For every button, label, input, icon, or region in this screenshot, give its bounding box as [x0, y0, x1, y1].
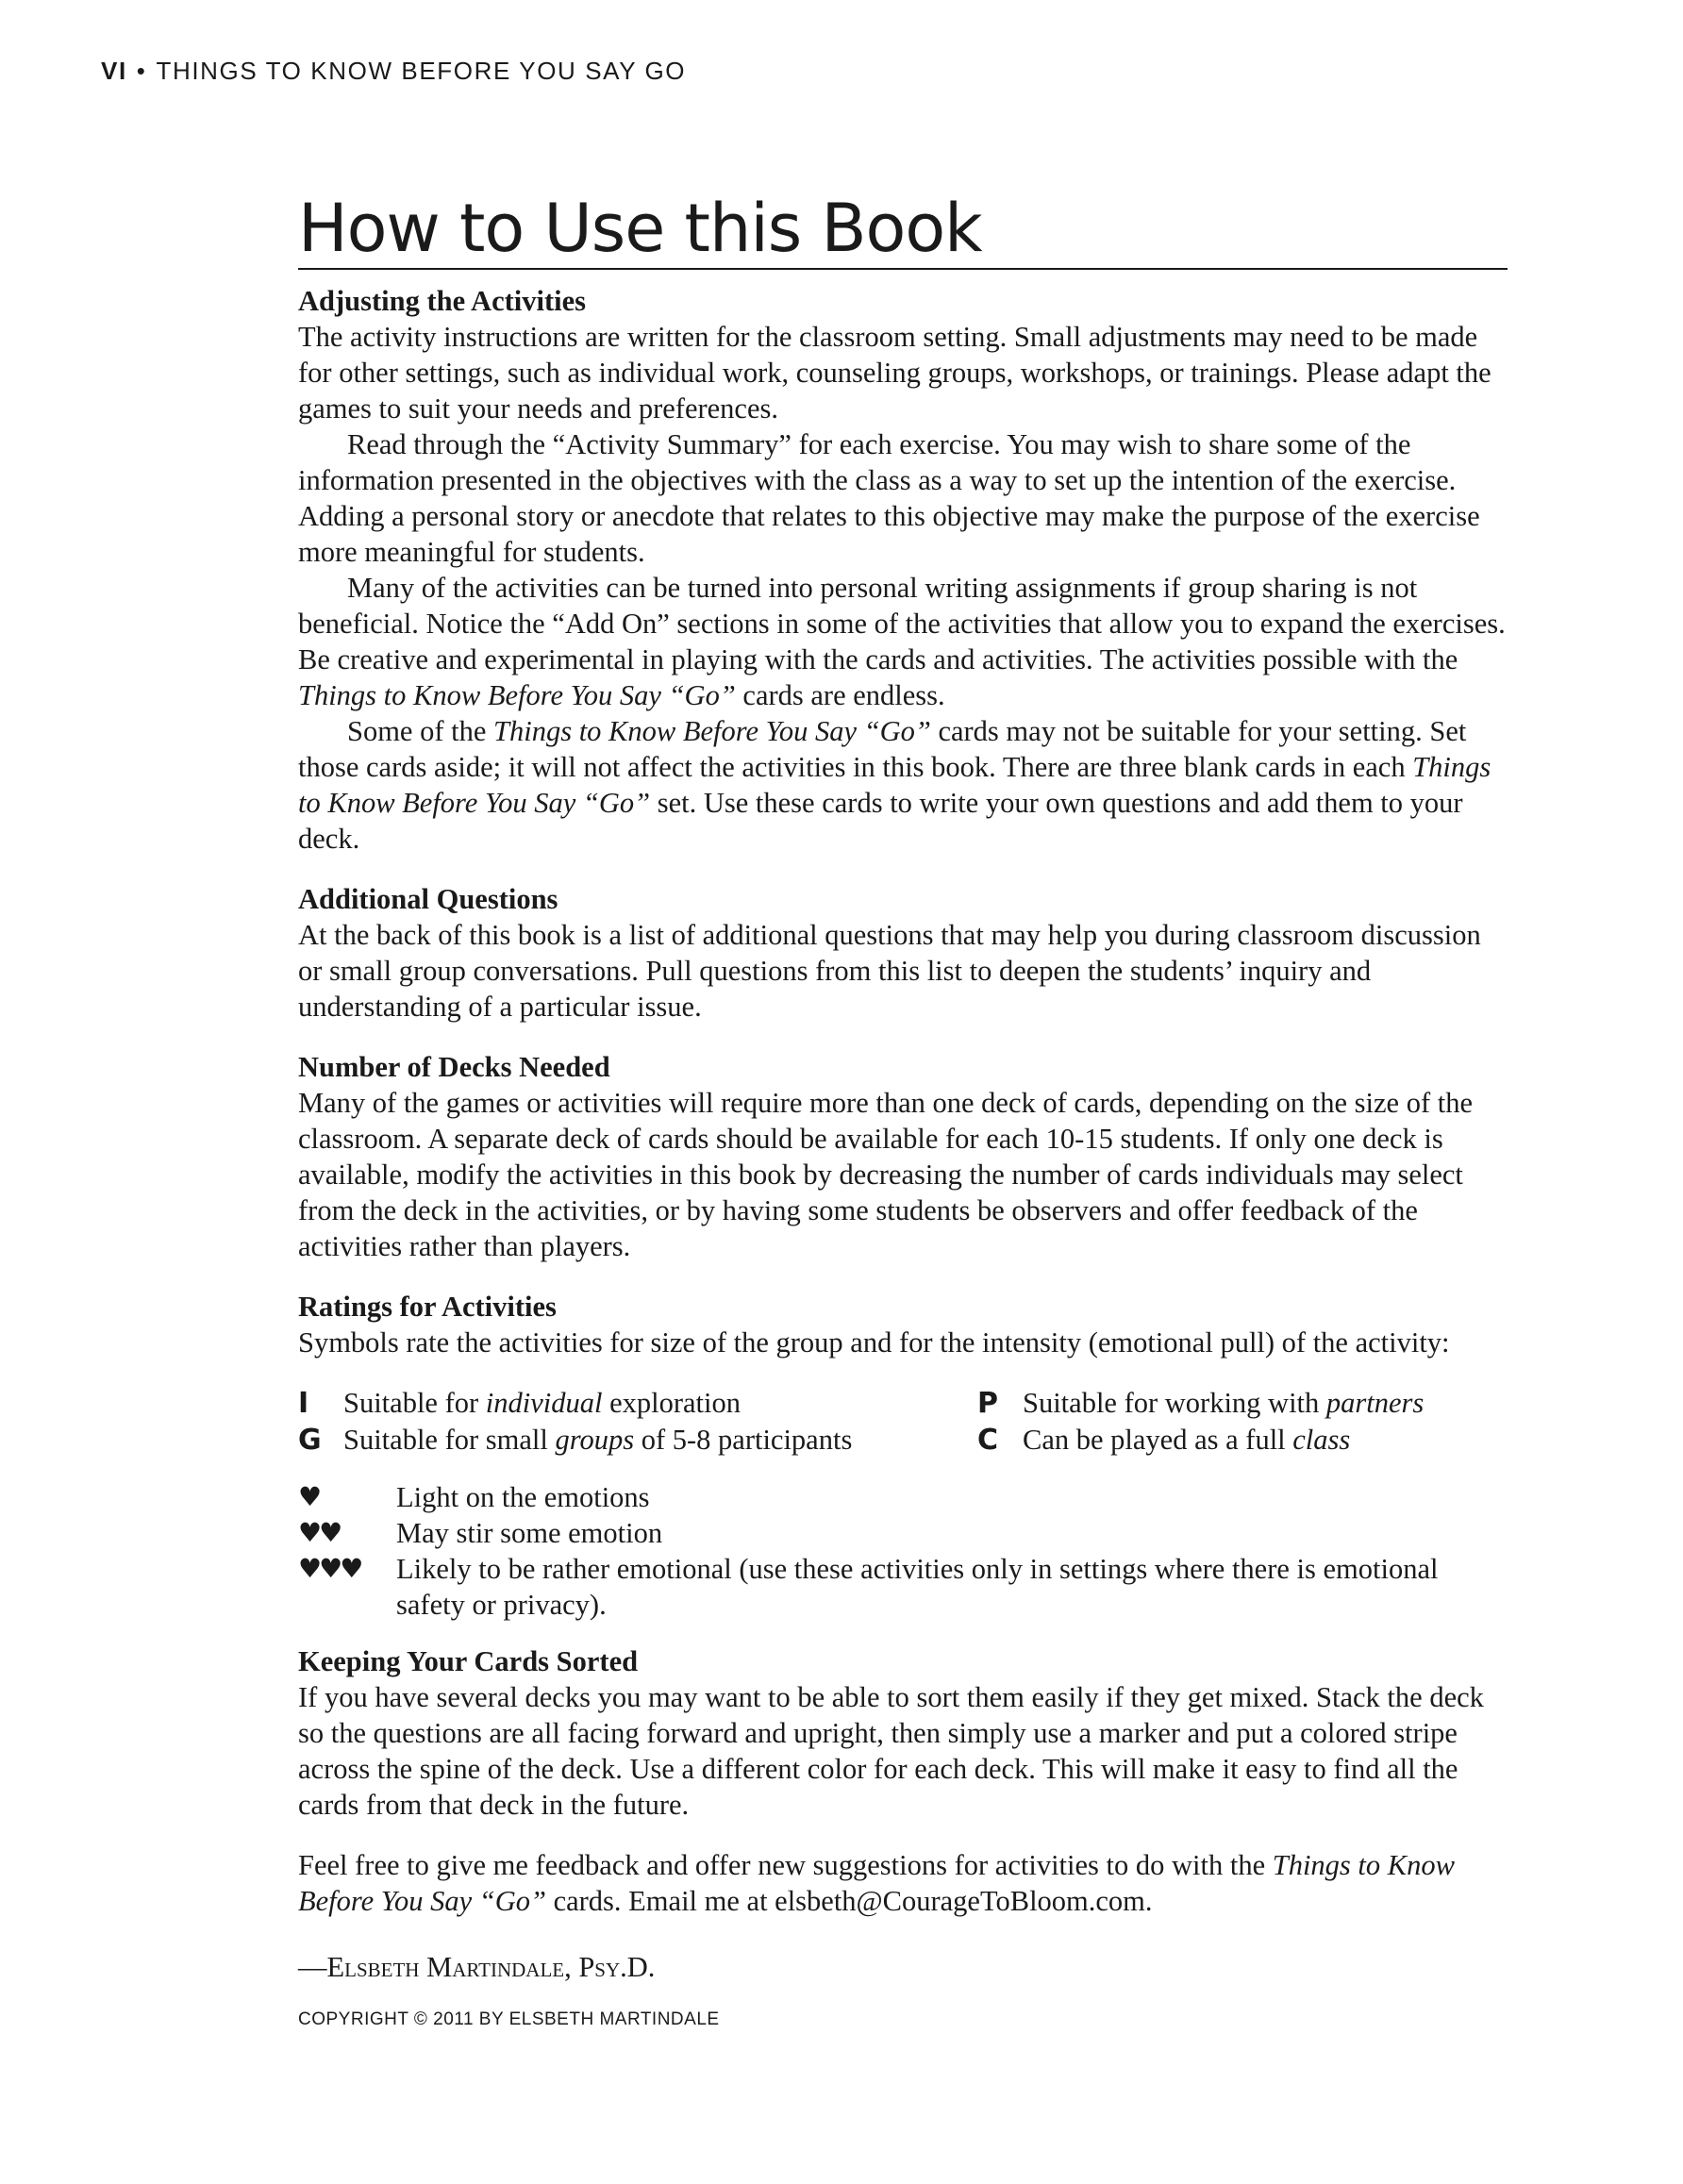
- copyright-notice: COPYRIGHT © 2011 BY ELSBETH MARTINDALE: [298, 2009, 720, 2029]
- section-heading: Keeping Your Cards Sorted: [298, 1645, 639, 1677]
- author-signoff: —Elsbeth Martindale, Psy.D.: [298, 1951, 656, 1983]
- legend-item: P Suitable for working with partners: [977, 1387, 1425, 1420]
- section-adjusting: [298, 283, 1508, 857]
- intensity-item: ♥ Light on the emotions: [298, 1481, 650, 1513]
- card-title: Things to Know Before You Say “Go”: [298, 679, 736, 711]
- section-heading: Additional Questions: [298, 883, 558, 915]
- closing-paragraph: Feel free to give me feedback and offer new suggestions for activities to do with the Things to Know Before You Say “Go” cards. Email me at elsbeth@CourageToBloom.com.: [298, 1849, 1455, 1917]
- paragraph: At the back of this book is a list of additional questions that may help you during classroom discussion or small group conversations. Pull questions from this list to deepen the students’ inquiry and understanding of a particular issue.: [298, 919, 1481, 1023]
- section-sorted: [298, 1643, 1508, 1823]
- section-heading: Ratings for Activities: [298, 1291, 557, 1323]
- class-icon: C: [977, 1424, 999, 1457]
- running-title: THINGS TO KNOW BEFORE YOU SAY GO: [156, 57, 687, 85]
- card-title: Things to Know Before You Say “Go”: [298, 1849, 1455, 1917]
- heart-icon: ♥♥: [298, 1517, 341, 1548]
- paragraph: If you have several decks you may want to be able to sort them easily if they get mixed. Stack the deck so the questions are all facing forward and upright, then simply use a marker and put a colored stripe across the spine of the deck. Use a different color for each deck. This will make it easy to find all the cards from that deck in the future.: [298, 1681, 1484, 1821]
- page-number: VI: [101, 57, 127, 85]
- heart-icon: ♥♥♥: [298, 1553, 361, 1584]
- section-heading: Adjusting the Activities: [298, 285, 586, 317]
- paragraph: Symbols rate the activities for size of the group and for the intensity (emotional pull) of the activity:: [298, 1326, 1450, 1359]
- running-header: [101, 57, 686, 86]
- paragraph: Many of the games or activities will require more than one deck of cards, depending on the size of the classroom. A separate deck of cards should be available for each 10-15 students. If only one deck is available, modify the activities in this book by decreasing the number of cards individuals may select from the deck in the activities, or by having some students be observers and offer feedback of the activities rather than players.: [298, 1087, 1474, 1262]
- paragraph: Some of the Things to Know Before You Say “Go” cards may not be suitable for your setting. Set those cards aside; it will not affect the activities in this book. There are three blank cards in each Things to Know Before You Say “Go” set. Use these cards to write your own questions and add them to your deck.: [298, 715, 1491, 855]
- header-separator: •: [136, 57, 147, 85]
- legend-item: G Suitable for small groups of 5-8 participants: [298, 1424, 853, 1457]
- intensity-item: ♥♥ May stir some emotion: [298, 1517, 663, 1549]
- group-size-legend: [298, 1385, 1508, 1459]
- section-heading: Number of Decks Needed: [298, 1051, 610, 1083]
- page-content: [298, 189, 1508, 1985]
- card-title: Things to Know Before You Say “Go”: [298, 751, 1491, 819]
- legend-item: I Suitable for individual exploration: [298, 1387, 741, 1420]
- paragraph: Many of the activities can be turned into personal writing assignments if group sharing is not beneficial. Notice the “Add On” sections in some of the activities that allow you to expand the exercises. Be creative and experimental in playing with the cards and activities. The activities possible with the Things to Know Before You Say “Go” cards are endless.: [298, 572, 1506, 711]
- section-ratings: [298, 1289, 1508, 1623]
- paragraph: Read through the “Activity Summary” for each exercise. You may wish to share some of the information presented in the objectives with the class as a way to set up the intention of the exercise. Adding a personal story or anecdote that relates to this objective may make the purpose of the exercise more meaningful for students.: [298, 428, 1480, 568]
- intensity-legend: [298, 1479, 1508, 1623]
- section-decks: [298, 1049, 1508, 1264]
- heart-icon: ♥: [298, 1481, 320, 1512]
- page-title: How to Use this Book: [298, 189, 1508, 270]
- paragraph: The activity instructions are written for the classroom setting. Small adjustments may need to be made for other settings, such as individual work, counseling groups, workshops, or trainings. Please adapt the games to suit your needs and preferences.: [298, 321, 1491, 425]
- partners-icon: P: [977, 1387, 998, 1420]
- groups-icon: G: [298, 1424, 322, 1457]
- legend-item: C Can be played as a full class: [977, 1424, 1351, 1457]
- card-title: Things to Know Before You Say “Go”: [493, 715, 931, 747]
- intensity-item: ♥♥♥ Likely to be rather emotional (use these activities only in settings where there is emotional safety or privacy).: [298, 1553, 1439, 1621]
- section-additional: [298, 881, 1508, 1025]
- individual-icon: I: [298, 1387, 309, 1420]
